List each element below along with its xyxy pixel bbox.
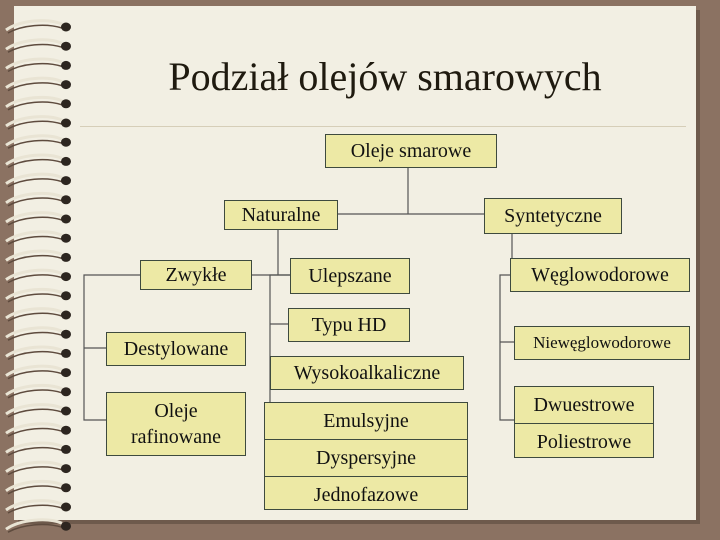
node-nieweglowodorowe	[514, 326, 690, 360]
connector-root-children	[338, 168, 490, 214]
node-poliestrowe: Poliestrowe	[515, 423, 653, 460]
connector-naturalne-children	[252, 229, 292, 275]
node-typu-hd	[288, 308, 410, 342]
node-emulsyjne: Emulsyjne	[323, 410, 409, 432]
node-wysokoalkaliczne-label: Wysokoalkaliczne	[293, 361, 441, 384]
node-typu-hd-label: Typu HD	[311, 313, 387, 336]
node-zwykle	[140, 260, 252, 290]
node-oleje-smarowe-label: Oleje smarowe	[350, 139, 472, 162]
node-emulsyjne-dyspersyjne-jednofazowe	[264, 402, 468, 510]
node-ulepszane	[290, 258, 410, 294]
node-weglowodorowe-label: Węglowodorowe	[531, 263, 669, 286]
node-syntetyczne	[484, 198, 622, 234]
node-destylowane-label: Destylowane	[123, 337, 229, 360]
node-naturalne	[224, 200, 338, 230]
node-dyspersyjne: Dyspersyjne	[265, 439, 467, 476]
node-wysokoalkaliczne	[270, 356, 464, 390]
node-oleje-rafinowane	[106, 392, 246, 456]
node-dwuestrowe: Dwuestrowe	[533, 394, 635, 416]
node-dwuestrowe-poliestrowe	[514, 386, 654, 458]
node-weglowodorowe	[510, 258, 690, 292]
slide-title: Podział olejów smarowych	[168, 54, 602, 99]
node-oleje-smarowe	[325, 134, 497, 168]
node-ulepszane-label: Ulepszane	[308, 264, 392, 287]
node-jednofazowe: Jednofazowe	[265, 476, 467, 513]
node-syntetyczne-label: Syntetyczne	[504, 204, 602, 227]
node-nieweglowodorowe-label: Niewęglowodorowe	[533, 333, 671, 352]
node-oleje-rafinowane-line1: Oleje	[154, 400, 198, 422]
node-zwykle-label: Zwykłe	[165, 263, 227, 286]
node-naturalne-label: Naturalne	[241, 203, 321, 226]
node-oleje-rafinowane-line2: rafinowane	[131, 426, 221, 448]
node-destylowane	[106, 332, 246, 366]
